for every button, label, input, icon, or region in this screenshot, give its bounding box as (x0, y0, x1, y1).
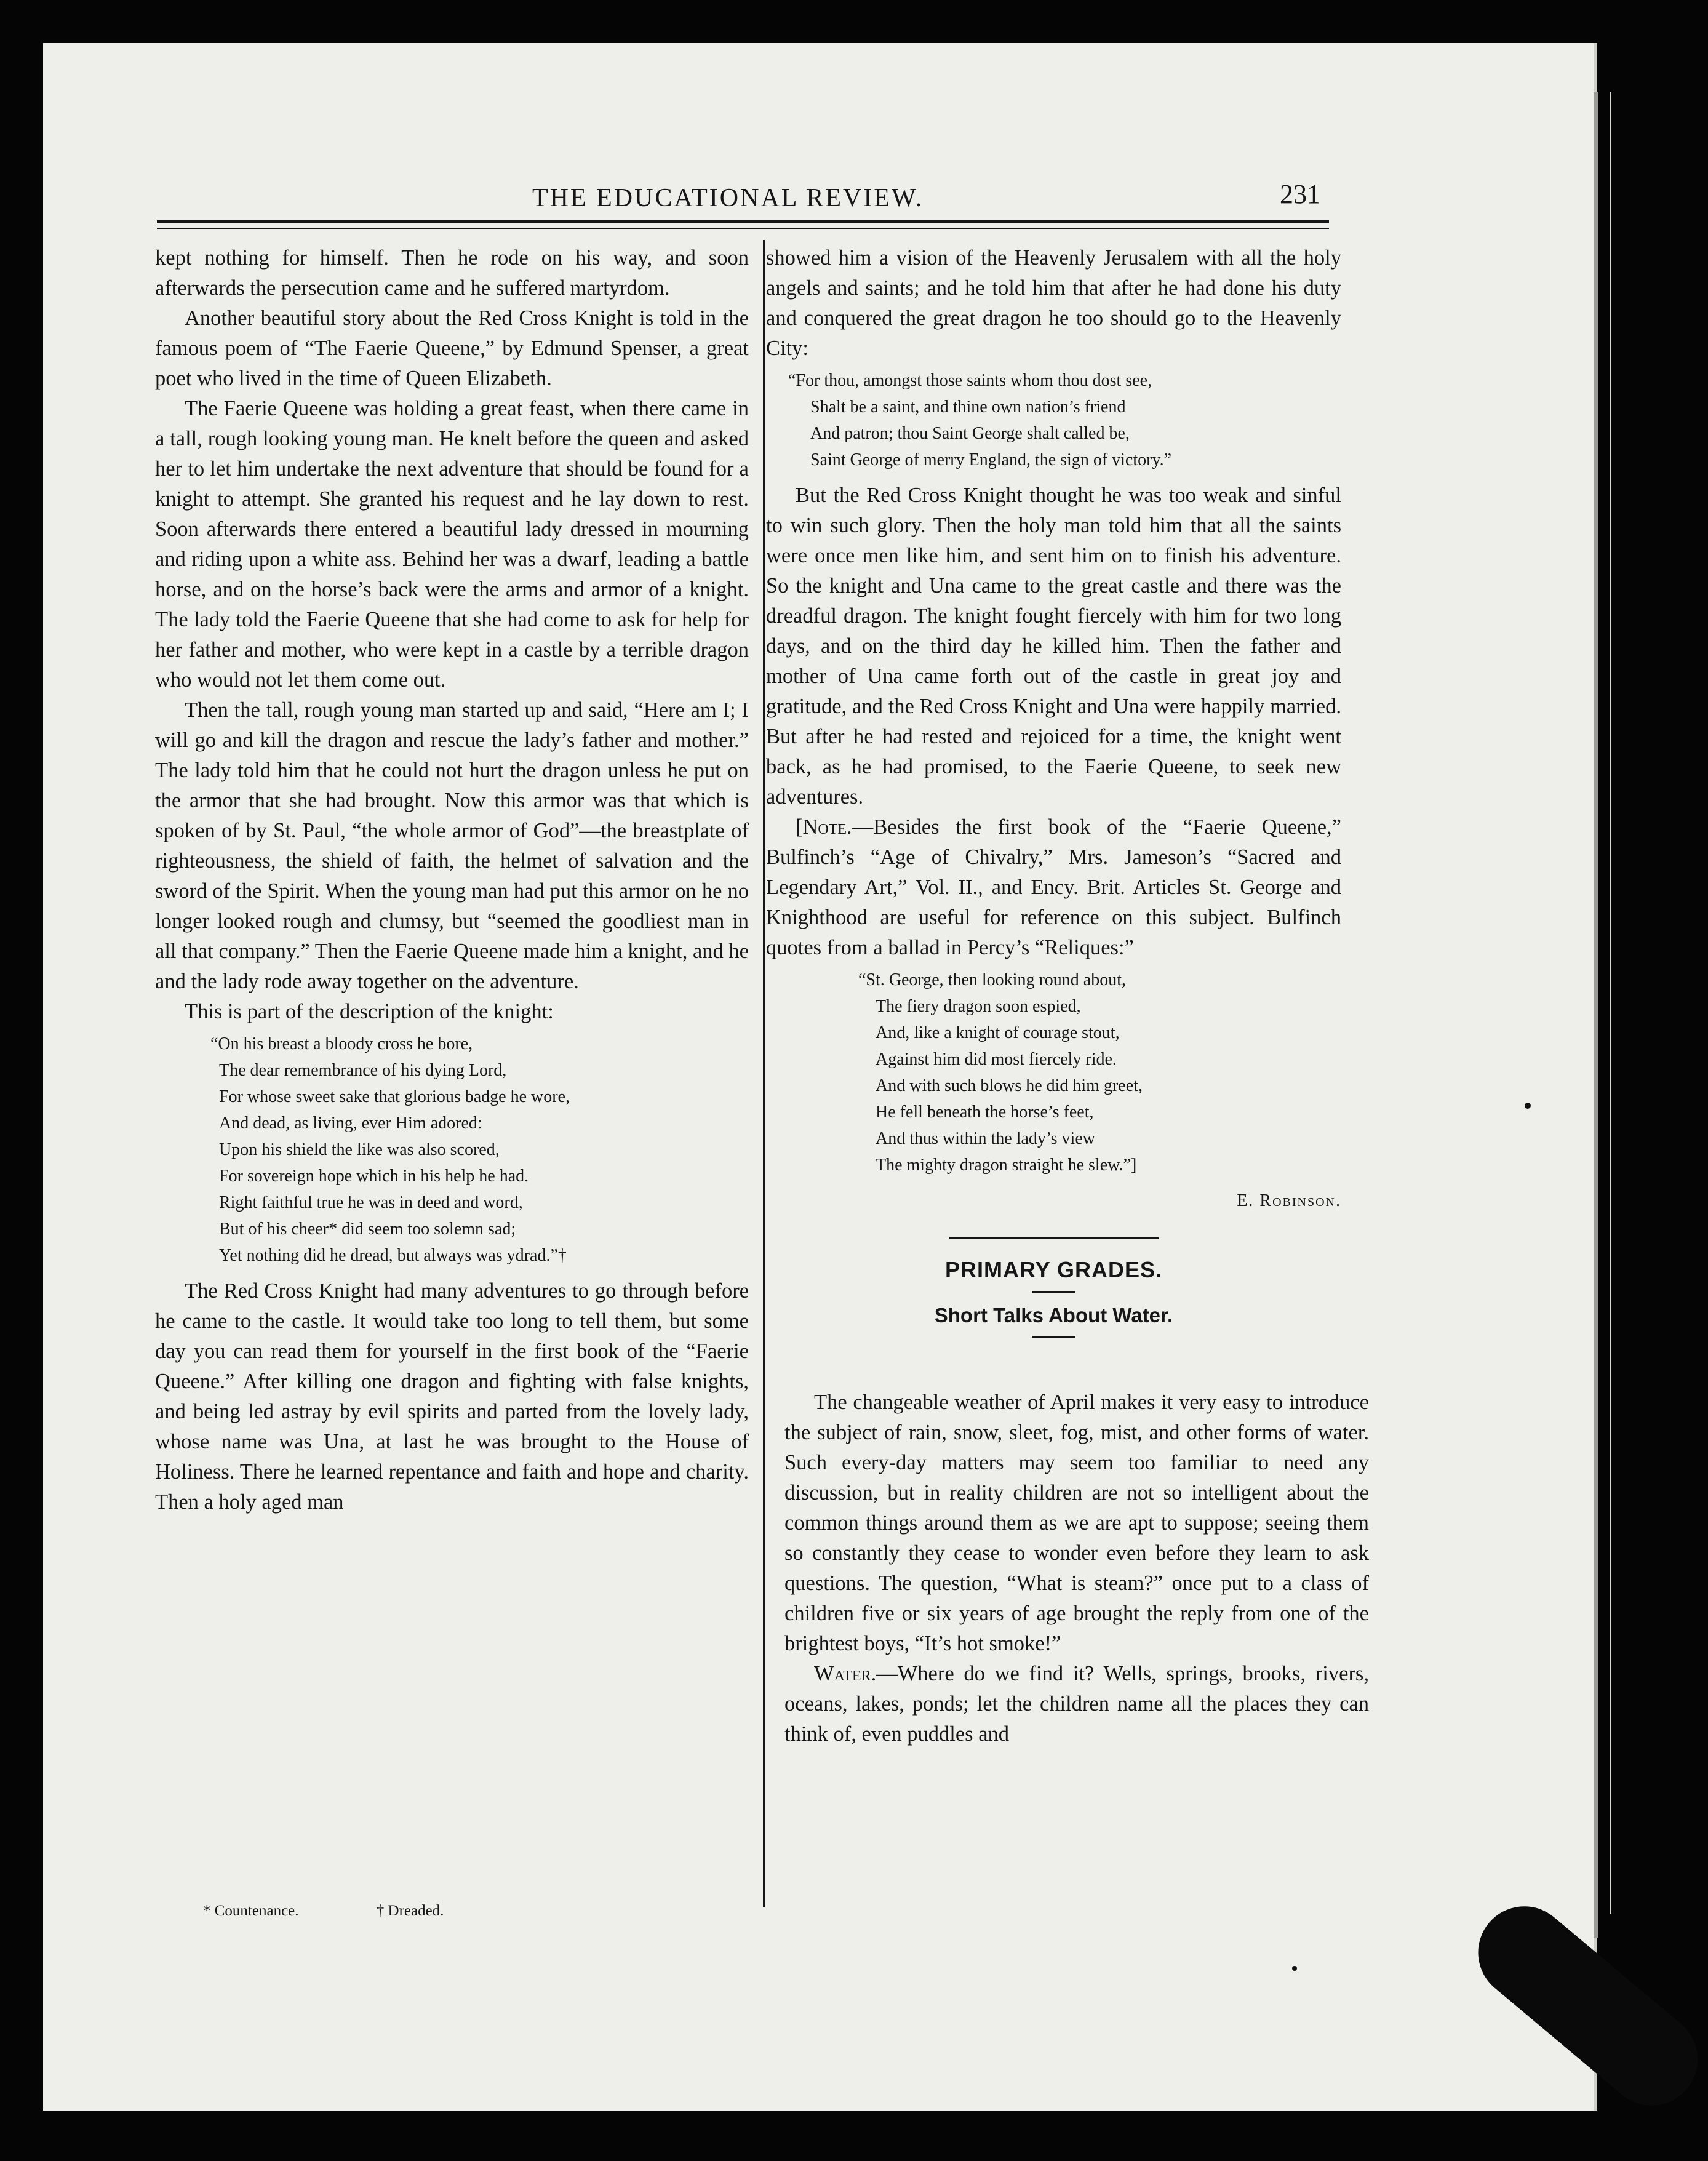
right-column (766, 243, 1341, 1346)
section-divider (949, 1237, 1159, 1239)
verse-line: And thus within the lady’s view (876, 1129, 1095, 1148)
verse-line: And with such blows he did him greet, (876, 1076, 1143, 1095)
paragraph: This is part of the description of the knight: (185, 1000, 554, 1023)
verse-line: Upon his shield the like was also scored, (219, 1140, 500, 1159)
verse-line: For sovereign hope which in his help he had. (219, 1167, 529, 1186)
ballad-quote (766, 967, 1341, 1178)
running-title: THE EDUCATIONAL REVIEW. (532, 184, 924, 212)
page-number: 231 (1280, 179, 1320, 209)
paragraph: But the Red Cross Knight thought he was too weak and sinful to win such glory. Then the holy man told him that all the saints were once men like him, and sent him on to finish his adventure. So the knight and Una came to the great castle and there was the dreadful dragon. The knight fought fiercely with him for two long days, and on the third day he killed him. Then the father and mother of Una came forth out of the castle in great joy and gratitude, and the Red Cross Knight and Una were happily married. But after he had rested and rejoiced for a time, the knight went back, as he had promised, to the Faerie Queene, to seek new adventures. (766, 484, 1341, 809)
paragraph: Then the tall, rough young man started up and said, “Here am I; I will go and kill the dragon and rescue the lady’s father and mother.” The lady told him that he could not hurt the dragon unless he put on the armor that she had brought. Now this armor was that which is spoken of by St. Paul, “the whole armor of God”—the breastplate of righteousness, the shield of faith, the helmet of salvation and the sword of the Spirit. When the young man had put this armor on he no longer looked rough and clumsy, but “seemed the goodliest man in all that company.” Then the Faerie Queene made him a knight, and he and the lady rode away together on the adventure. (155, 698, 749, 993)
author-signature: E. Robinson. (1237, 1191, 1341, 1210)
heading-rule (1032, 1291, 1075, 1293)
article-subheading: Short Talks About Water. (934, 1304, 1173, 1327)
page-edge (1594, 92, 1598, 1938)
paragraph: The changeable weather of April makes it very easy to introduce the subject of rain, snow, sleet, fog, mist, and other forms of water. Such every-day matters may seem too familiar to need any discussion, but in reality children are not so intelligent about the common things around them as we are apt to suppose; seeing them so constantly they cease to wonder even before they learn to ask questions. The question, “What is steam?” once put to a class of children five or six years of age brought the reply from one of the brightest boys, “It’s hot smoke!” (784, 1391, 1369, 1655)
poem-quote (766, 367, 1341, 473)
verse-line: The mighty dragon straight he slew.”] (876, 1156, 1137, 1175)
header-rule (157, 220, 1329, 223)
verse-line: And dead, as living, ever Him adored: (219, 1114, 482, 1133)
paragraph: kept nothing for himself. Then he rode on his way, and soon afterwards the persecution came and he suffered martyrdom. (155, 246, 749, 300)
verse-line: Saint George of merry England, the sign of victory.” (810, 450, 1172, 469)
verse-line: But of his cheer* did seem too solemn sad; (219, 1220, 516, 1239)
paragraph: The Red Cross Knight had many adventures to go through before he came to the castle. It would take too long to tell them, but some day you can read them for yourself in the first book of the “Faerie Queene.” After killing one dragon and fighting with false knights, and being led astray by evil spirits and parted from the lovely lady, whose name was Una, at last he was brought to the House of Holiness. There he learned repentance and faith and hope and charity. Then a holy aged man (155, 1279, 749, 1514)
verse-line: The fiery dragon soon espied, (876, 997, 1081, 1016)
left-column (155, 243, 749, 1517)
verse-line: Shalt be a saint, and thine own nation’s friend (810, 397, 1126, 417)
verse-line: And patron; thou Saint George shalt called be, (810, 424, 1130, 443)
verse-line: The dear remembrance of his dying Lord, (219, 1061, 507, 1080)
right-column-lower (784, 1388, 1369, 1749)
paragraph: showed him a vision of the Heavenly Jerusalem with all the holy angels and saints; and he told him that after he had done his duty and conquered the great dragon he too should go to the Heavenly City: (766, 246, 1341, 360)
ink-speck (1525, 1103, 1531, 1109)
verse-line: Right faithful true he was in deed and word, (219, 1193, 523, 1212)
verse-line: “St. George, then looking round about, (858, 970, 1126, 989)
water-label: Water. (814, 1662, 877, 1685)
section-heading: PRIMARY GRADES. (944, 1257, 1163, 1282)
poem-quote (155, 1031, 749, 1269)
verse-line: He fell beneath the horse’s feet, (876, 1103, 1094, 1122)
verse-line: “On his breast a bloody cross he bore, (210, 1034, 473, 1053)
verse-line: Yet nothing did he dread, but always was ydrad.”† (219, 1246, 567, 1265)
header-rule-thin (157, 228, 1329, 229)
verse-line: For whose sweet sake that glorious badge he wore, (219, 1087, 570, 1106)
note-paragraph (766, 812, 1341, 963)
footnotes (203, 1903, 517, 1920)
footnote: † Dreaded. (376, 1903, 444, 1919)
heading-rule (1032, 1336, 1075, 1338)
paragraph (784, 1659, 1369, 1749)
paragraph: Another beautiful story about the Red Cross Knight is told in the famous poem of “The Faerie Queene,” by Edmund Spenser, a great poet who lived in the time of Queen Elizabeth. (155, 306, 749, 390)
paragraph: The Faerie Queene was holding a great feast, when there came in a tall, rough looking young man. He knelt before the queen and asked her to let him undertake the next adventure that should be found for a knight to attempt. She granted his request and he lay down to rest. Soon afterwards there entered a beautiful lady dressed in mourning and riding upon a white ass. Behind her was a dwarf, leading a battle horse, and on the horse’s back were the arms and armor of a knight. The lady told the Faerie Queene that she had come to ask for help for her father and mother, who were kept in a castle by a terrible dragon who would not let them come out. (155, 397, 749, 692)
paragraph-text: —Where do we find it? Wells, springs, brooks, rivers, oceans, lakes, ponds; let the children name all the places they can think of, even puddles and (784, 1662, 1369, 1746)
footnote: * Countenance. (203, 1903, 299, 1919)
page-edge-line (1610, 92, 1611, 1914)
ink-speck (1292, 1966, 1297, 1971)
note-text: —Besides the first book of the “Faerie Queene,” Bulfinch’s “Age of Chivalry,” Mrs. Jameson’s “Sacred and Legendary Art,” Vol. II., and Ency. Brit. Articles St. George and Knighthood are useful for reference on this subject. Bulfinch quotes from a ballad in Percy’s “Reliques:” (766, 815, 1341, 959)
verse-line: And, like a knight of courage stout, (876, 1023, 1120, 1042)
note-label: [Note. (796, 815, 852, 839)
verse-line: Against him did most fiercely ride. (876, 1050, 1117, 1069)
verse-line: “For thou, amongst those saints whom thou dost see, (788, 371, 1152, 390)
column-divider (763, 240, 765, 1907)
